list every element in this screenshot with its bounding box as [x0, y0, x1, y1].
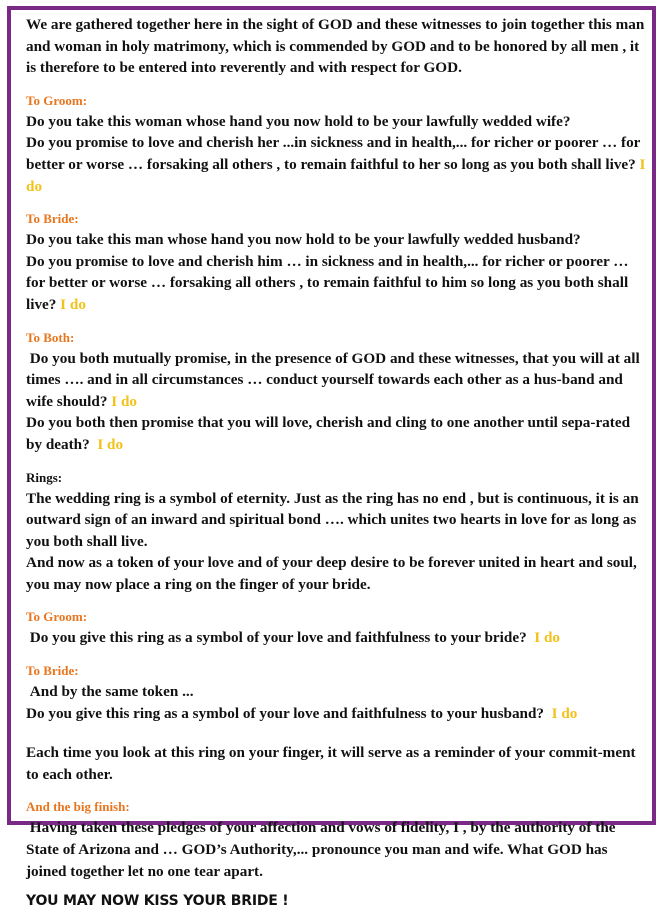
bride-vows-response: I do	[60, 295, 86, 313]
bride-vows-promise	[26, 251, 646, 316]
groom-vows-question: Do you take this woman whose hand you now hold to be your lawfully wedded wife?	[26, 112, 571, 130]
bride-ring-response: I do	[551, 704, 578, 722]
finish-pronouncement	[26, 817, 646, 882]
bride-vows-heading: To Bride:	[26, 211, 79, 227]
both-vows-heading: To Both:	[26, 329, 75, 345]
bride-ring-heading: To Bride:	[26, 663, 79, 679]
bride-vows-section	[26, 208, 646, 315]
groom-ring-section	[26, 606, 646, 649]
bride-ring-question-text: Do you give this ring as a symbol of your love and faithfulness to your husband?	[26, 704, 545, 722]
bride-ring-section	[26, 660, 646, 724]
bride-vows-question: Do you take this man whose hand you now hold to be your lawfully wedded husband?	[26, 231, 581, 249]
groom-ring-heading: To Groom:	[26, 609, 88, 625]
both-vows-section	[26, 327, 646, 456]
finish-section	[26, 796, 646, 882]
reminder-paragraph: Each time you look at this ring on your finger, it will serve as a reminder of your commit-ment to each other.	[26, 744, 636, 783]
bride-vows-promise-text: Do you promise to love and cherish him … in sickness and in health,... for richer or poorer … for better or worse … forsaking all others , to remain faithful to him so long as you both shall live?	[26, 252, 629, 313]
groom-ring-response: I do	[534, 629, 561, 647]
finish-heading: And the big finish:	[26, 799, 130, 815]
both-vows-promise	[26, 348, 646, 413]
groom-vows-section	[26, 90, 646, 197]
finish-pronouncement-text: Having taken these pledges of your affection and vows of fidelity, I , by the authority of the State of Arizona and … GOD’s Authority,... pronounce you man and wife. What GOD has joined together let no one tear apart.	[26, 819, 616, 880]
groom-ring-question	[26, 627, 646, 649]
bride-ring-question	[26, 703, 646, 725]
both-vows-promise-text: Do you both mutually promise, in the presence of GOD and these witnesses, that you will at all times …. and in all circumstances … conduct yourself towards each other as a hus-band and wife should?	[26, 349, 640, 410]
both-vows-response-2: I do	[97, 435, 124, 453]
rings-symbol-text: The wedding ring is a symbol of eternity. Just as the ring has no end , but is continuous, it is an outward sign of an inward and spiritual bond …. which unites two hearts in love for as long as you both shall live.	[26, 489, 639, 550]
groom-ring-question-text: Do you give this ring as a symbol of your love and faithfulness to your bride?	[29, 629, 527, 647]
groom-vows-promise-text: Do you promise to love and cherish her ...in sickness and in health,... for richer or poorer … for better or worse … forsaking all others , to remain faithful to her so long as you both shall live?	[26, 134, 641, 173]
groom-vows-response: I do	[26, 155, 646, 195]
both-vows-cling-text: Do you both then promise that you will love, cherish and cling to one another until sepa-rated by death?	[26, 414, 631, 453]
kiss-the-bride-closing: YOU MAY NOW KISS YOUR BRIDE !	[26, 893, 289, 910]
both-vows-response-1: I do	[111, 392, 137, 410]
groom-vows-heading: To Groom:	[26, 92, 88, 108]
groom-vows-promise	[26, 132, 646, 197]
ceremony-script	[26, 14, 646, 912]
document-border	[7, 6, 656, 910]
intro-paragraph: We are gathered together here in the sight of GOD and these witnesses to join together this man and woman in holy matrimony, which is commended by GOD and to be honored by all men , it is therefore to be entered into reverently and with respect for GOD.	[26, 16, 645, 77]
both-vows-cling	[26, 412, 646, 455]
rings-token-text: And now as a token of your love and of your deep desire to be forever united in heart and soul, you may now place a ring on the finger of your bride.	[26, 554, 637, 593]
bride-ring-token-text: And by the same token ...	[29, 683, 194, 701]
bride-ring-token	[26, 681, 646, 703]
rings-heading: Rings:	[26, 469, 63, 485]
rings-section	[26, 467, 646, 596]
